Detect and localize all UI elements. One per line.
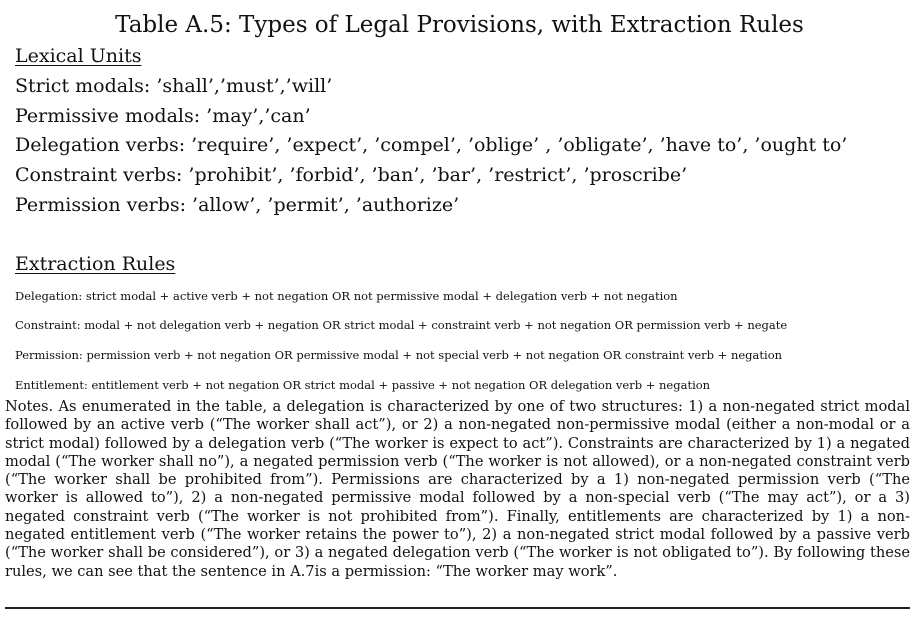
lexical-units-heading: Lexical Units (15, 45, 142, 67)
lexical-item-strict-modals: Strict modals: ’shall’,’must’,’will’ (15, 75, 333, 97)
table-title: Table A.5: Types of Legal Provisions, with Extraction Rules (115, 12, 804, 38)
extraction-rules-heading: Extraction Rules (15, 253, 176, 275)
lexical-item-permissive-modals: Permissive modals: ’may’,’can’ (15, 105, 311, 127)
rule-constraint: Constraint: modal + not delegation verb + negation OR strict modal + constraint verb + not negation OR permission verb + negate (15, 318, 788, 332)
bottom-divider (5, 607, 910, 609)
rule-entitlement: Entitlement: entitlement verb + not negation OR strict modal + passive + not negation OR delegation verb + negation (15, 378, 711, 392)
lexical-item-delegation-verbs: Delegation verbs: ’require’, ’expect’, ’compel’, ’oblige’ , ’obligate’, ’have to’, ’ought to’ (15, 134, 848, 156)
lexical-item-constraint-verbs: Constraint verbs: ’prohibit’, ’forbid’, ’ban’, ’bar’, ’restrict’, ’proscribe’ (15, 164, 688, 186)
rule-permission: Permission: permission verb + not negation OR permissive modal + not special verb + not negation OR constraint verb + negation (15, 348, 783, 362)
lexical-item-permission-verbs: Permission verbs: ’allow’, ’permit’, ’authorize’ (15, 194, 460, 216)
notes-paragraph: Notes. As enumerated in the table, a delegation is characterized by one of two structures: 1) a non-negated strict modal followed by an active verb (“The worker shall act”), or 2) a non-negated non-permissive modal (either a non-modal or a strict modal) followed by a delegation verb (“The worker is expect to act”). Constraints are characterized by 1) a negated modal (“The worker shall no”), a negated permission verb (“The worker is not allowed), or a non-negated constraint verb (“The worker shall be prohibited from”). Permissions are characterized by a 1) non-negated permission verb (“The worker is allowed to”), 2) a non-negated permissive modal followed by a non-special verb (“The may act”), or a 3) negated constraint verb (“The worker is not prohibited from”). Finally, entitlements are characterized by 1) a non-negated entitlement verb (“The worker retains the power to”), 2) a non-negated strict modal followed by a passive verb (“The worker shall be considered”), or 3) a negated delegation verb (“The worker is not obligated to”). By following these rules, we can see that the sentence in A.7is a permission: “The worker may work”. (5, 398, 910, 580)
rule-delegation: Delegation: strict modal + active verb + not negation OR not permissive modal + delegation verb + not negation (15, 289, 678, 303)
